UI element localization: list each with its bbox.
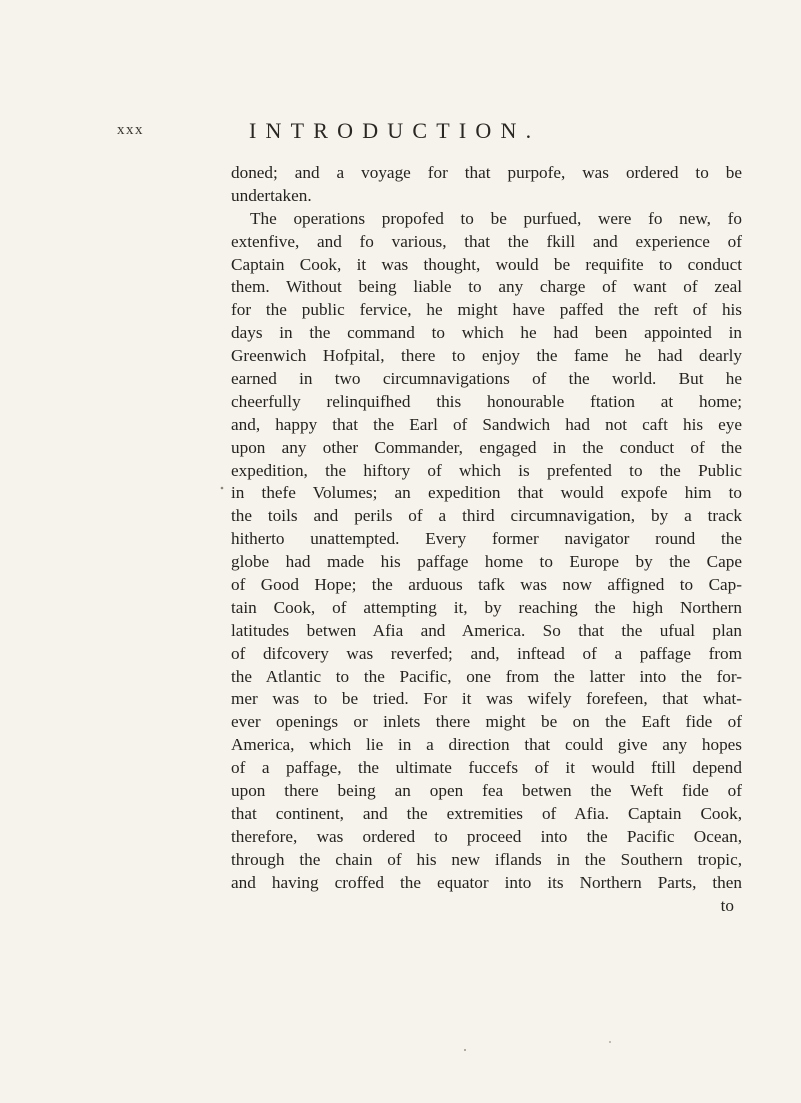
page-number: xxx: [117, 122, 144, 138]
text-line: globe had made his paffage home to Europe by the Cape: [231, 552, 742, 572]
text-line: The operations propofed to be purfued, were fo new, fo: [250, 208, 742, 228]
text-line: and, happy that the Earl of Sandwich had not caft his eye: [231, 414, 742, 434]
text-line: cheerfully relinquifhed this honourable ftation at home;: [231, 391, 742, 411]
text-line: them. Without being liable to any charge of want of zeal: [231, 277, 742, 297]
text-line: for the public fervice, he might have paffed the reft of his: [231, 300, 742, 320]
text-line: Captain Cook, it was thought, would be requifite to conduct: [231, 254, 742, 274]
text-line: therefore, was ordered to proceed into the Pacific Ocean,: [231, 826, 742, 846]
text-line: mer was to be tried. For it was wifely forefeen, that what-: [231, 689, 742, 709]
text-line: ever openings or inlets there might be on the Eaft fide of: [231, 712, 742, 732]
text-line: hitherto unattempted. Every former navigator round the: [231, 529, 742, 549]
text-line: days in the command to which he had been appointed in: [231, 323, 742, 343]
text-line: that continent, and the extremities of Afia. Captain Cook,: [231, 803, 742, 823]
text-line: doned; and a voyage for that purpofe, was ordered to be: [231, 163, 742, 182]
text-line: Greenwich Hofpital, there to enjoy the fame he had dearly: [231, 346, 742, 366]
text-line: extenfive, and fo various, that the fkill and experience of: [231, 231, 742, 251]
body-text: [231, 162, 742, 917]
text-line: of difcovery was reverfed; and, inftead of a paffage from: [231, 643, 742, 663]
text-line: earned in two circumnavigations of the world. But he: [231, 369, 742, 389]
text-line: in thefe Volumes; an expedition that would expofe him to: [231, 483, 742, 503]
text-line: tain Cook, of attempting it, by reaching the high Northern: [231, 597, 742, 617]
text-line: undertaken.: [231, 185, 312, 205]
running-head: INTRODUCTION.: [249, 118, 541, 143]
text-line: the Atlantic to the Pacific, one from the latter into the for-: [231, 666, 742, 686]
text-line: expedition, the hiftory of which is prefented to the Public: [231, 460, 742, 480]
catchword: to: [720, 895, 734, 915]
page-header: [0, 118, 801, 148]
text-line: through the chain of his new iflands in the Southern tropic,: [231, 849, 742, 869]
text-line: upon there being an open fea betwen the Weft fide of: [231, 781, 742, 801]
text-line: of a paffage, the ultimate fuccefs of it would ftill depend: [231, 758, 742, 778]
text-line: of Good Hope; the arduous tafk was now affigned to Cap-: [231, 575, 742, 595]
text-line: upon any other Commander, engaged in the conduct of the: [231, 437, 742, 457]
text-line: the toils and perils of a third circumnavigation, by a track: [231, 506, 742, 526]
text-line: America, which lie in a direction that could give any hopes: [231, 735, 742, 755]
text-line: and having croffed the equator into its Northern Parts, then: [231, 872, 742, 892]
text-line: latitudes betwen Afia and America. So that the ufual plan: [231, 620, 742, 640]
